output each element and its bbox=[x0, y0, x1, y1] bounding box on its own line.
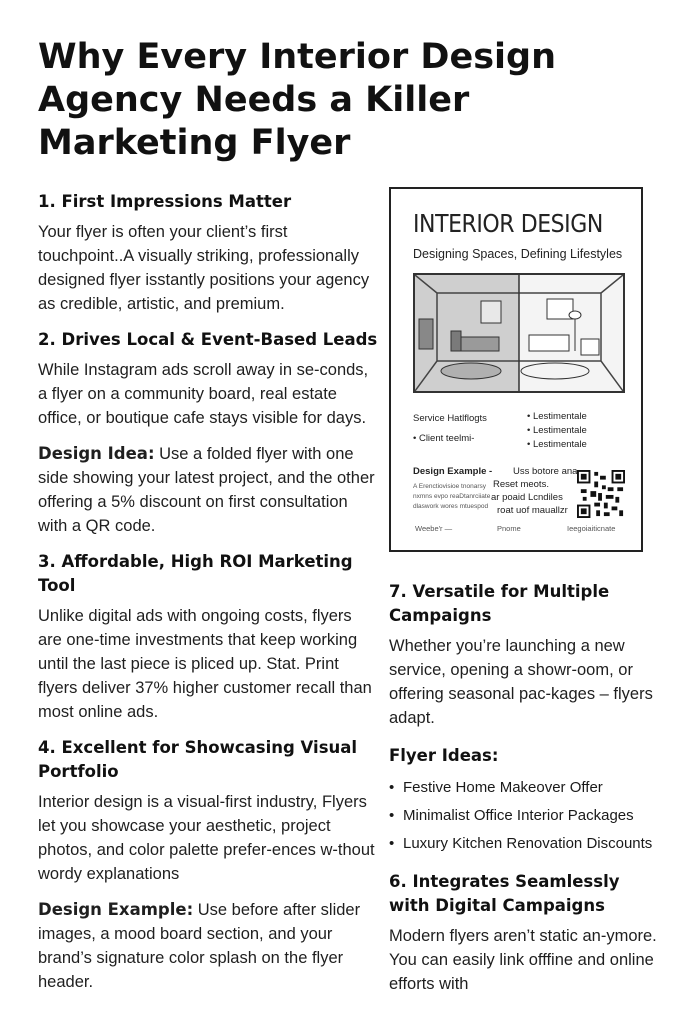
flyer-testimonial: • Lestimentale bbox=[527, 411, 587, 422]
design-idea-text: Use a folded flyer with one side showing your latest project, and the other offering a 5% discount on first consultation with a QR code. bbox=[38, 445, 375, 535]
flyer-roat-text: roat uof mauallzr bbox=[497, 505, 568, 516]
section-heading: 7. Versatile for Multiple Campaigns bbox=[389, 582, 610, 625]
flyer-service-highlights: Service Hatlflogts bbox=[413, 413, 487, 424]
flyer-ideas-label: Flyer Ideas: bbox=[389, 746, 499, 765]
section-heading: 1. First Impressions Matter bbox=[38, 192, 292, 211]
section-body: Modern flyers aren’t static an-ymore. You can easily link offfine and online efforts with bbox=[389, 927, 657, 993]
flyer-design-example-tail: Uss botore ana bbox=[513, 466, 578, 477]
design-example-label: Design Example: bbox=[38, 900, 194, 919]
flyer-reset-text: Reset meots. bbox=[493, 479, 549, 490]
flyer-footer-contact: Ieegoiaiticnate bbox=[567, 524, 616, 533]
flyer-ideas-list bbox=[389, 774, 659, 858]
list-item: • Minimalist Office Interior Packages bbox=[389, 802, 659, 830]
flyer-testimonial: • Lestimentale bbox=[527, 439, 587, 450]
section-digital-campaigns bbox=[389, 870, 659, 996]
flyer-design-example: Design Example - bbox=[413, 466, 493, 477]
room-sketch-image bbox=[413, 273, 625, 393]
design-idea bbox=[38, 442, 378, 538]
design-example bbox=[38, 898, 378, 994]
section-heading: 4. Excellent for Showcasing Visual Portfolio bbox=[38, 738, 358, 781]
flyer-tiny-text: dlaswork wores mtuespod bbox=[413, 503, 489, 510]
flyer-footer-website: Weebe'r — bbox=[415, 524, 453, 533]
section-body: While Instagram ads scroll away in se-conds, a flyer on a community board, real estate office, or boutique cafe stays visible for days. bbox=[38, 361, 369, 427]
design-idea-label: Design Idea: bbox=[38, 444, 155, 463]
section-affordable bbox=[38, 550, 378, 724]
flyer-client-text: • Client teelmi- bbox=[413, 433, 475, 444]
list-item: • Luxury Kitchen Renovation Discounts bbox=[389, 830, 659, 858]
flyer-subtitle: Designing Spaces, Defining Lifestyles bbox=[413, 247, 623, 261]
page-title: Why Every Interior Design Agency Needs a Killer Marketing Flyer bbox=[38, 37, 556, 163]
flyer-sample-image bbox=[389, 187, 643, 552]
section-body: Interior design is a visual-first industry, Flyers let you showcase your aesthetic, project photos, and color palette prefer-ences w-thout wordy explanations bbox=[38, 793, 375, 883]
section-heading: 2. Drives Local & Event-Based Leads bbox=[38, 330, 378, 349]
section-heading: 3. Affordable, High ROI Marketing Tool bbox=[38, 552, 353, 595]
right-column bbox=[389, 580, 659, 1008]
qr-code-icon bbox=[577, 470, 625, 518]
list-item: • Festive Home Makeover Offer bbox=[389, 774, 659, 802]
left-column bbox=[38, 190, 378, 1006]
flyer-footer-phone: Pnome bbox=[497, 524, 521, 533]
section-versatile bbox=[389, 580, 659, 858]
section-body: Your flyer is often your client’s first touchpoint..A visually striking, professionally designed flyer isstantly positions your agency as credible, artistic, and premium. bbox=[38, 223, 370, 313]
section-body: Whether you’re launching a new service, opening a showr-oom, or offering seasonal pac-kages – flyers adapt. bbox=[389, 637, 653, 727]
section-first-impressions bbox=[38, 190, 378, 316]
section-portfolio bbox=[38, 736, 378, 994]
design-example-text: Use before after slider images, a mood board section, and your brand’s signature color splash on the flyer header. bbox=[38, 901, 361, 991]
room-sketch-svg bbox=[415, 275, 623, 391]
section-heading: 6. Integrates Seamlessly with Digital Campaigns bbox=[389, 872, 620, 915]
flyer-tiny-text: nxmns evpo reaDtanrciiate bbox=[413, 493, 491, 500]
section-body: Unlike digital ads with ongoing costs, flyers are one-time investments that keep working until the last piece is pliced up. Stat. Print flyers deliver 37% higher customer recall than most online ads. bbox=[38, 607, 372, 721]
section-local-leads bbox=[38, 328, 378, 538]
flyer-paid-text: ar poaid Lcndiles bbox=[491, 492, 563, 503]
flyer-testimonial: • Lestimentale bbox=[527, 425, 587, 436]
flyer-tiny-text: A Erenctiovisioe tnonarsy bbox=[413, 483, 486, 490]
flyer-title: INTERIOR DESIGN bbox=[413, 209, 603, 238]
